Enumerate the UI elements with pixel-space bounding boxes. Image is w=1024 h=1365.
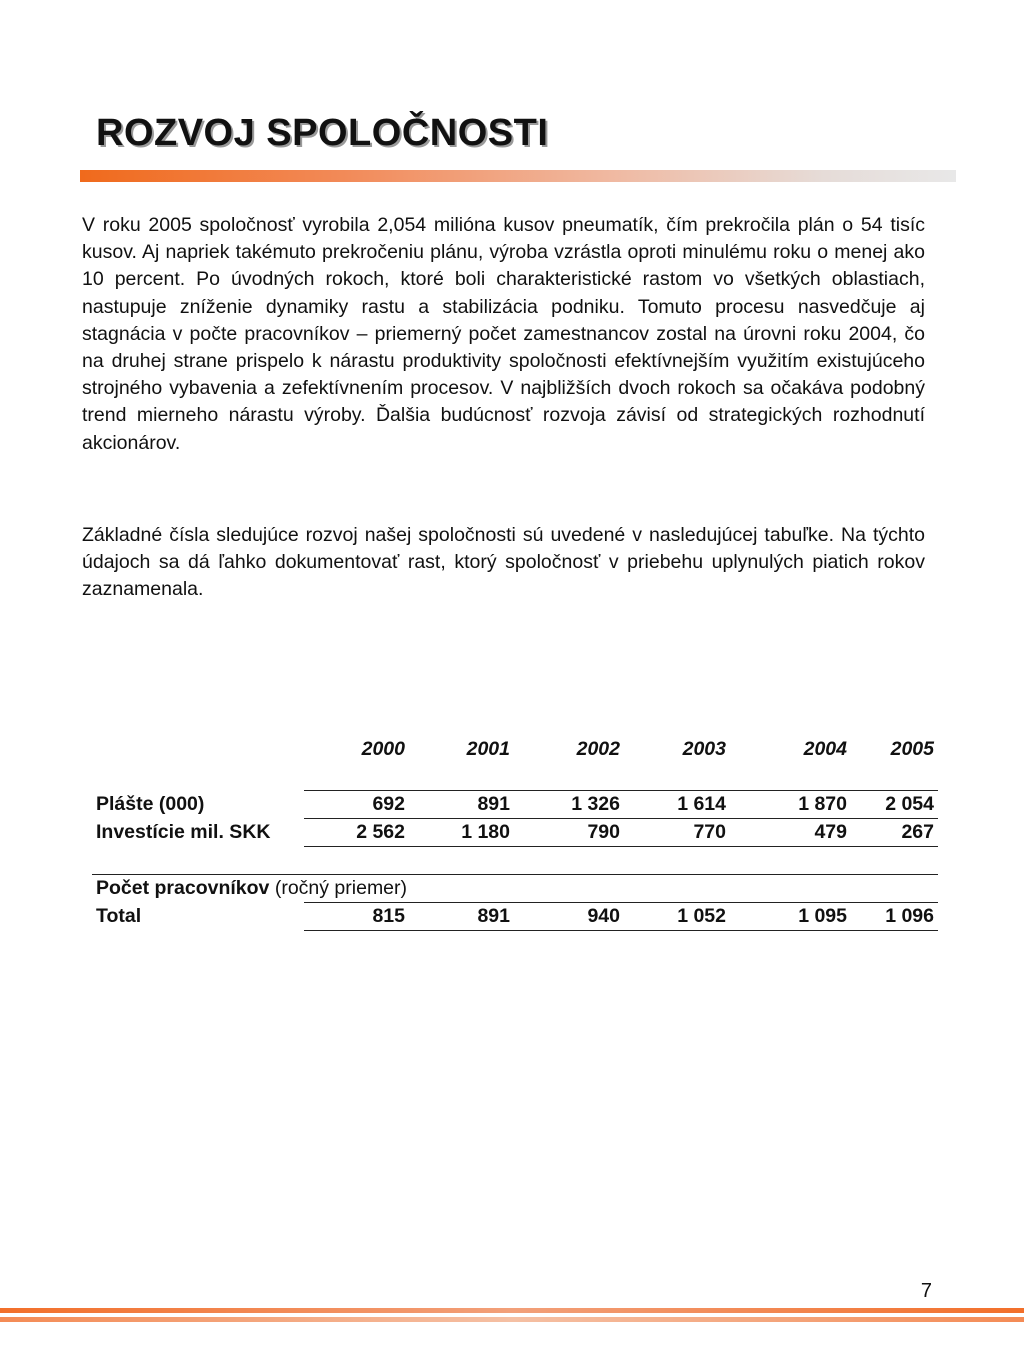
table-cell: 891 (409, 791, 514, 819)
title-underline-bar (80, 170, 956, 182)
employees-heading-row (92, 875, 938, 903)
page-number: 7 (920, 1280, 932, 1302)
table-cell: 1 180 (409, 819, 514, 847)
table-cell: 1 096 (851, 903, 938, 931)
header-empty-cell (92, 736, 304, 763)
table-cell: 1 052 (624, 903, 730, 931)
page-title: ROZVOJ SPOLOČNOSTI (96, 112, 549, 154)
employees-heading (92, 875, 938, 903)
table-intro-paragraph: Základné čísla sledujúce rozvoj našej spoločnosti sú uvedené v nasledujúcej tabuľke. Na týchto údajoch sa dá ľahko dokumentovať rast, ktorý spoločnosť v priebehu uplynulých piatich rokov zaznamenala. (82, 524, 925, 601)
year-header: 2003 (682, 738, 726, 760)
table-cell: 1 326 (514, 791, 624, 819)
year-header: 2000 (361, 738, 405, 760)
table-row (92, 903, 938, 931)
year-header: 2002 (576, 738, 620, 760)
table-cell: 479 (730, 819, 851, 847)
table-cell: 1 614 (624, 791, 730, 819)
table-row (92, 791, 938, 819)
table-cell: 1 870 (730, 791, 851, 819)
year-header: 2001 (466, 738, 510, 760)
year-header: 2004 (803, 738, 847, 760)
table-cell: 2 562 (304, 819, 409, 847)
table-cell: 2 054 (851, 791, 938, 819)
row-label: Investície mil. SKK (96, 821, 271, 843)
development-table (92, 736, 938, 931)
intro-paragraph: V roku 2005 spoločnosť vyrobila 2,054 milióna kusov pneumatík, čím prekročila plán o 54 tisíc kusov. Aj napriek takémuto prekročeniu plánu, výroba vzrástla oproti minulému roku o menej ako 10 percent. Po úvodných rokoch, ktoré boli charakteristické rastom vo všetkých oblastiach, nastupuje zníženie dynamiky rastu a stabilizácia podniku. Tomuto procesu nasvedčuje aj stagnácia v počte pracovníkov – priemerný počet zamestnancov zostal na úrovni roku 2004, čo na druhej strane prispelo k nárastu produktivity spoločnosti efektívnejším využitím existujúceho strojného vybavenia a zefektívnením procesov. V najbližších dvoch rokoch sa očakáva podobný trend mierneho nárastu výroby. Ďalšia budúcnosť rozvoja závisí od strategických rozhodnutí akcionárov. (82, 214, 925, 454)
row-label: Total (96, 905, 142, 927)
table-cell: 267 (851, 819, 938, 847)
table-cell: 790 (514, 819, 624, 847)
table-cell: 692 (304, 791, 409, 819)
footer-bar (0, 1308, 1024, 1313)
table-cell: 891 (409, 903, 514, 931)
year-header: 2005 (890, 738, 934, 760)
table-cell: 770 (624, 819, 730, 847)
row-label: Plášte (000) (96, 793, 205, 815)
employees-heading-note: (ročný priemer) (274, 877, 408, 899)
employees-heading-label: Počet pracovníkov (96, 877, 270, 899)
year-header-row (92, 736, 938, 763)
footer-bar (0, 1317, 1024, 1322)
table-cell: 940 (514, 903, 624, 931)
spacer-row (92, 847, 938, 875)
table-row (92, 819, 938, 847)
table-cell: 1 095 (730, 903, 851, 931)
table-cell: 815 (304, 903, 409, 931)
spacer-row (92, 763, 938, 791)
